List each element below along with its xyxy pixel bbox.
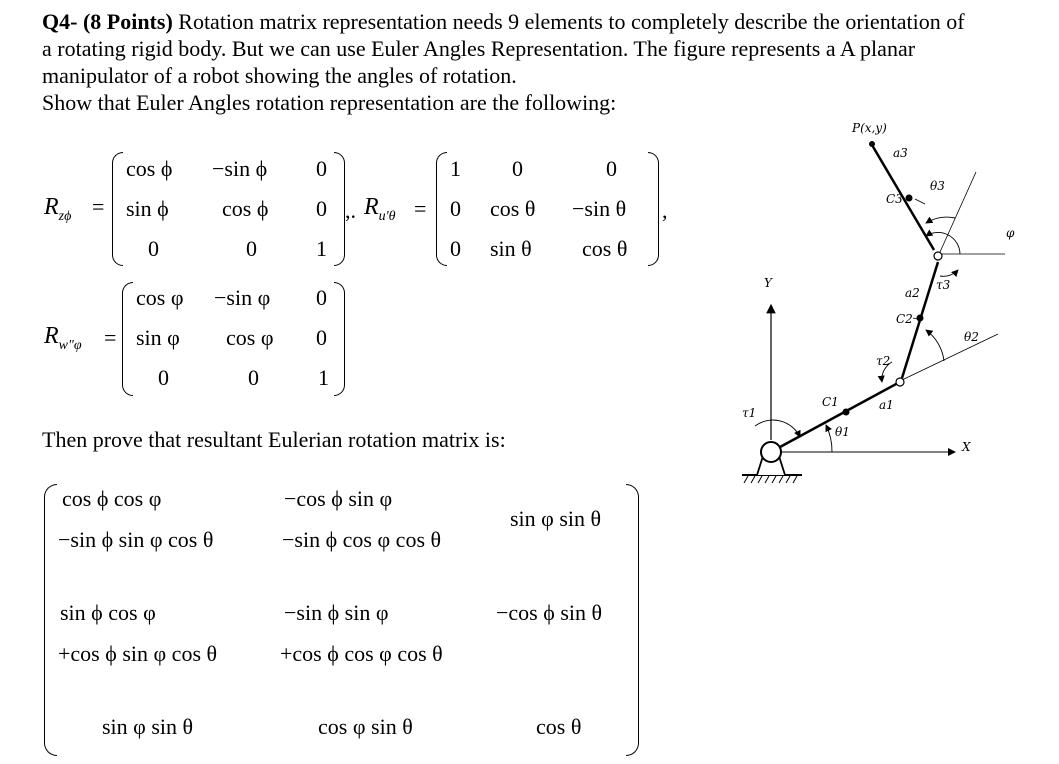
tau3-label: τ3 [936,278,951,292]
matrix-u-label: $R_{u'\theta}$ [364,194,396,224]
joint-2 [896,378,904,386]
matrix-z-cell: 1 [316,236,327,261]
point-label: P(x,y) [852,121,887,135]
matrix-u-cell: 1 [450,156,461,181]
matrix-z-cell: sin ϕ [126,196,169,221]
matrix-u-equals: = [414,196,427,221]
matrix-u-cell: 0 [450,196,461,221]
matrix-w-cell: cos φ [226,325,274,350]
matrix-z-cell: 0 [316,196,327,221]
matrix-z-cell: cos ϕ [126,156,173,181]
matrix-u-cell: sin θ [490,236,532,261]
c3-pointer [915,199,925,204]
result-cell: cos θ [536,714,582,739]
base-joint [761,442,781,462]
result-cell: +cos ϕ sin φ cos θ [58,641,218,666]
result-cell: −sin ϕ cos φ cos θ [282,527,442,552]
result-cell: cos ϕ cos φ [62,486,162,511]
matrix-w-cell: 0 [316,325,327,350]
result-cell: −cos ϕ sin θ [496,600,603,625]
result-cell: −sin ϕ sin φ cos θ [58,527,214,552]
com-c3 [906,195,913,202]
a2-label: a2 [905,286,920,300]
matrix-w-cell: 0 [158,365,169,390]
theta2-arc [926,330,944,361]
com-c1 [843,409,850,416]
extension-line-3 [940,172,976,252]
question-number: Q4- (8 Points) [42,9,173,34]
matrix-u-cell: cos θ [582,236,628,261]
ground-hatch [744,476,797,483]
x-axis-label: X [962,440,971,454]
matrix-w-cell: cos φ [136,285,184,310]
prove-text: Then prove that resultant Eulerian rotation matrix is: [42,427,506,452]
tau1-arc [755,420,800,437]
extension-line-2 [902,334,998,380]
theta1-arc [826,425,832,452]
matrix-u-cell: 0 [512,156,523,181]
matrix-w-cell: −sin φ [214,285,271,310]
matrix-u-cell: 0 [450,236,461,261]
result-cell: sin φ sin θ [102,714,194,739]
matrix-w-label: $R_{w"\varphi}$ [44,323,82,353]
matrix-u-cell: −sin θ [572,196,627,221]
theta3-arc [926,217,955,223]
result-cell: sin ϕ cos φ [60,600,156,625]
matrix-w-cell: 0 [316,285,327,310]
result-cell: sin φ sin θ [510,506,602,531]
c3-label: C3 [886,192,903,206]
com-c2 [917,315,924,322]
matrix-u-trailing-comma: , [662,198,668,223]
matrix-w-cell: sin φ [136,325,180,350]
matrix-w-equals: = [104,325,117,350]
a3-label: a3 [893,146,908,160]
c1-label: C1 [822,395,839,409]
matrix-z-cell: 0 [246,236,257,261]
question-line-4: Show that Euler Angles rotation representation are the following: [42,90,617,115]
phi-label: φ [1006,226,1015,240]
matrix-z-equals: = [92,194,105,219]
matrix-separator: ,. [345,198,356,223]
tau2-label: τ2 [876,354,891,368]
question-line-1: Q4- (8 Points) Rotation matrix representation needs 9 elements to completely describe the orientation of [42,9,965,34]
c2-label: C2 [896,312,913,326]
theta3-label: θ3 [930,179,945,193]
y-axis-label: Y [764,276,772,290]
result-cell: −sin ϕ sin φ [284,600,389,625]
matrix-w-cell: 0 [248,365,259,390]
matrix-z-cell: −sin ϕ [212,156,268,181]
question-line-2: a rotating rigid body. But we can use Euler Angles Representation. The figure represents a A planar [42,36,916,61]
matrix-w-cell: 1 [318,365,329,390]
matrix-u-cell: cos θ [490,196,536,221]
result-cell: +cos ϕ cos φ cos θ [280,641,443,666]
result-cell: cos φ sin θ [318,714,413,739]
joint-3 [934,252,942,260]
result-cell: −cos ϕ sin φ [284,486,393,511]
matrix-z-cell: 0 [316,156,327,181]
matrix-z-cell: cos ϕ [222,196,269,221]
tau1-label: τ1 [742,406,757,420]
matrix-z-label: $R_{z\phi}$ [44,194,72,224]
theta1-label: θ1 [835,425,850,439]
tau3-arc [940,270,958,276]
matrix-u-cell: 0 [606,156,617,181]
question-line-3: manipulator of a robot showing the angles of rotation. [42,63,517,88]
matrix-z-cell: 0 [148,236,159,261]
end-point [869,141,875,147]
link-3 [872,145,934,250]
a1-label: a1 [879,398,894,412]
theta2-label: θ2 [964,330,979,344]
